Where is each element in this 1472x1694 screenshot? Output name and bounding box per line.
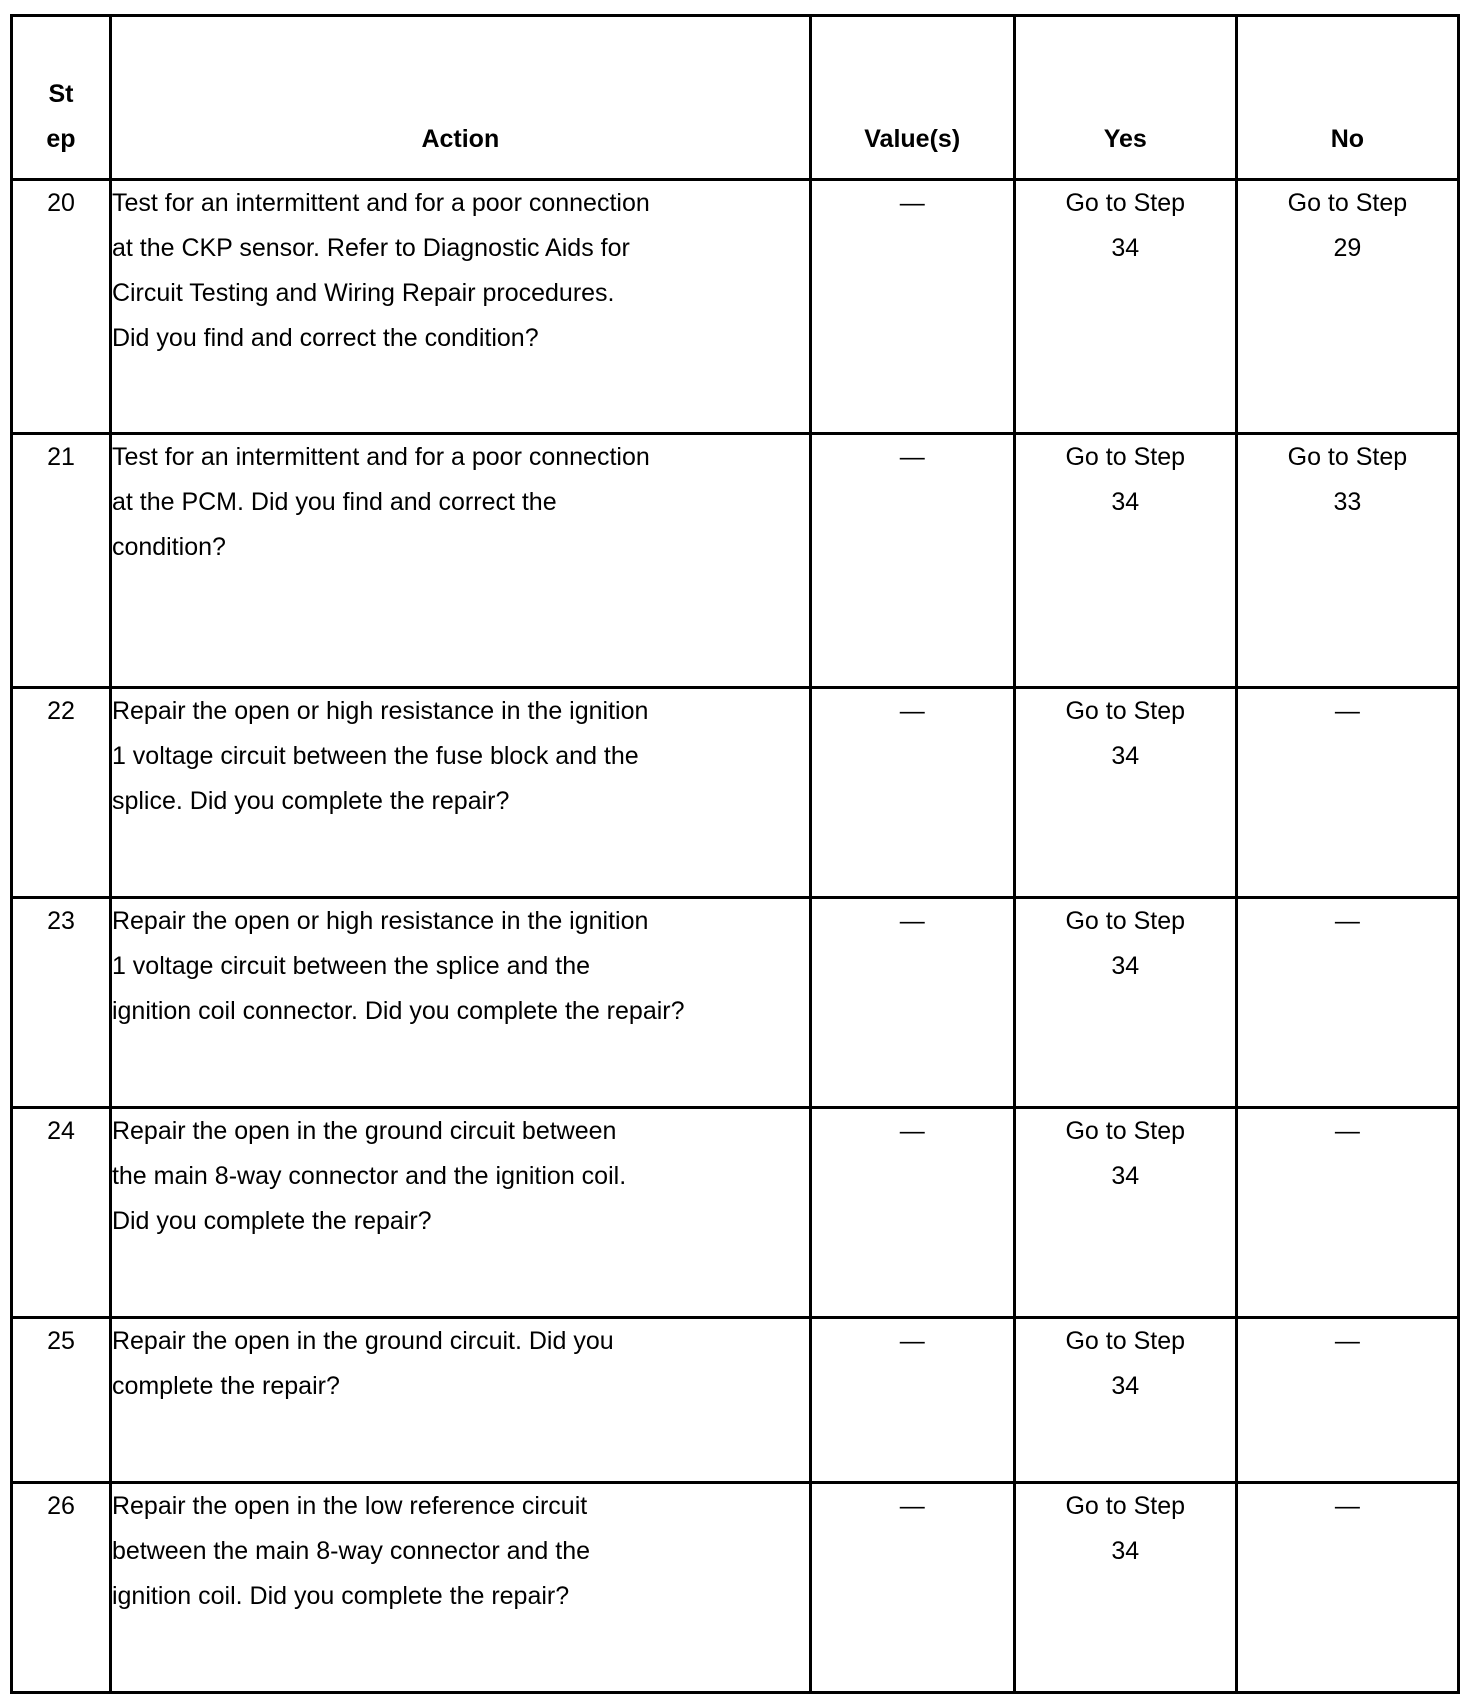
action-cell [110, 898, 810, 1108]
no-cell [1236, 898, 1458, 1108]
no-cell [1236, 434, 1458, 688]
yes-text: 34 [1111, 1372, 1140, 1400]
action-line: Test for an intermittent and for a poor connection [111, 189, 650, 217]
action-line: Test for an intermittent and for a poor connection [111, 443, 650, 471]
action-cell [110, 180, 810, 434]
header-values: Value(s) [810, 16, 1014, 180]
value-text: — [899, 1117, 925, 1145]
action-line: 1 voltage circuit between the splice and the [111, 952, 591, 980]
value-cell [810, 898, 1014, 1108]
yes-cell [1014, 1318, 1236, 1483]
header-step [12, 16, 111, 180]
value-cell [810, 688, 1014, 898]
action-line: Repair the open or high resistance in the ignition [111, 697, 649, 725]
yes-text: 34 [1111, 742, 1140, 770]
value-cell [810, 1483, 1014, 1693]
value-cell [810, 1108, 1014, 1318]
action-cell [110, 688, 810, 898]
action-line: at the PCM. Did you find and correct the [111, 488, 557, 516]
no-text: — [1334, 907, 1360, 935]
action-cell [110, 1108, 810, 1318]
value-text: — [899, 443, 925, 471]
table-row [12, 180, 1459, 434]
yes-text: 34 [1111, 234, 1140, 262]
action-line: complete the repair? [111, 1372, 340, 1400]
no-text: — [1334, 697, 1360, 725]
value-text: — [899, 189, 925, 217]
step-number: 20 [12, 180, 111, 434]
no-cell [1236, 1483, 1458, 1693]
step-number: 23 [12, 898, 111, 1108]
header-step-line1: St [48, 80, 74, 108]
yes-text: 34 [1111, 488, 1140, 516]
yes-cell [1014, 180, 1236, 434]
action-line: ignition coil. Did you complete the repair? [111, 1582, 570, 1610]
no-text: — [1334, 1117, 1360, 1145]
yes-text: 34 [1111, 1162, 1140, 1190]
action-line: ignition coil connector. Did you complete the repair? [111, 997, 685, 1025]
no-text: 29 [1333, 234, 1362, 262]
table-row [12, 1483, 1459, 1693]
yes-text: 34 [1111, 952, 1140, 980]
no-cell [1236, 180, 1458, 434]
yes-cell [1014, 688, 1236, 898]
header-step-line2: ep [46, 125, 76, 153]
action-line: at the CKP sensor. Refer to Diagnostic Aids for [111, 234, 630, 262]
action-line: Did you complete the repair? [111, 1207, 432, 1235]
yes-cell [1014, 434, 1236, 688]
table-row [12, 898, 1459, 1108]
no-text: — [1334, 1327, 1360, 1355]
table-row [12, 434, 1459, 688]
yes-text: Go to Step [1065, 1327, 1186, 1355]
step-number: 21 [12, 434, 111, 688]
action-cell [110, 1483, 810, 1693]
header-yes: Yes [1014, 16, 1236, 180]
header-no: No [1236, 16, 1458, 180]
action-cell [110, 434, 810, 688]
no-text: 33 [1333, 488, 1362, 516]
header-row [12, 16, 1459, 180]
step-number: 24 [12, 1108, 111, 1318]
step-number: 22 [12, 688, 111, 898]
yes-text: Go to Step [1065, 443, 1186, 471]
action-line: Repair the open in the ground circuit between [111, 1117, 617, 1145]
value-text: — [899, 697, 925, 725]
value-cell [810, 1318, 1014, 1483]
action-line: splice. Did you complete the repair? [111, 787, 510, 815]
value-text: — [899, 1492, 925, 1520]
value-text: — [899, 1327, 925, 1355]
yes-text: Go to Step [1065, 189, 1186, 217]
value-cell [810, 434, 1014, 688]
step-number: 25 [12, 1318, 111, 1483]
step-number: 26 [12, 1483, 111, 1693]
no-cell [1236, 688, 1458, 898]
header-action: Action [110, 16, 810, 180]
no-text: Go to Step [1287, 443, 1408, 471]
action-line: Repair the open in the low reference circuit [111, 1492, 588, 1520]
action-cell [110, 1318, 810, 1483]
action-line: 1 voltage circuit between the fuse block and the [111, 742, 639, 770]
value-cell [810, 180, 1014, 434]
yes-text: Go to Step [1065, 1492, 1186, 1520]
action-line: condition? [111, 533, 226, 561]
yes-cell [1014, 1108, 1236, 1318]
action-line: Repair the open in the ground circuit. Did you [111, 1327, 614, 1355]
yes-text: Go to Step [1065, 697, 1186, 725]
action-line: Did you find and correct the condition? [111, 324, 539, 352]
action-line: Circuit Testing and Wiring Repair procedures. [111, 279, 615, 307]
no-text: Go to Step [1287, 189, 1408, 217]
table-row [12, 688, 1459, 898]
no-cell [1236, 1318, 1458, 1483]
action-line: Repair the open or high resistance in the ignition [111, 907, 649, 935]
table-row [12, 1318, 1459, 1483]
action-line: the main 8-way connector and the ignition coil. [111, 1162, 627, 1190]
table-row [12, 1108, 1459, 1318]
no-cell [1236, 1108, 1458, 1318]
yes-text: Go to Step [1065, 907, 1186, 935]
diagnostic-table [10, 14, 1460, 1694]
yes-cell [1014, 898, 1236, 1108]
no-text: — [1334, 1492, 1360, 1520]
yes-cell [1014, 1483, 1236, 1693]
action-line: between the main 8-way connector and the [111, 1537, 591, 1565]
value-text: — [899, 907, 925, 935]
yes-text: 34 [1111, 1537, 1140, 1565]
yes-text: Go to Step [1065, 1117, 1186, 1145]
